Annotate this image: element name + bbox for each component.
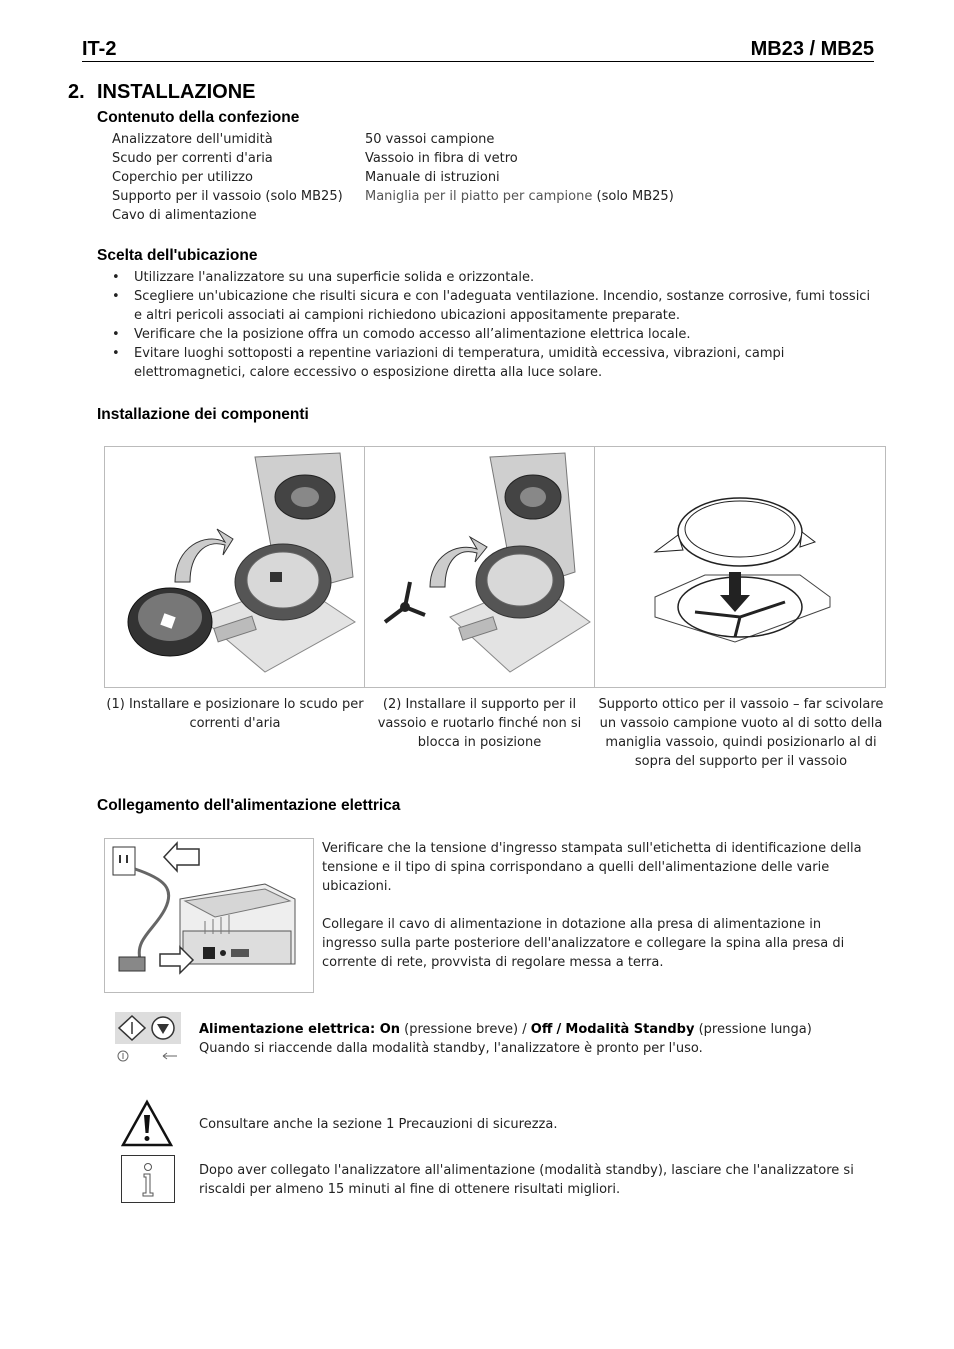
- warning-text: Consultare anche la sezione 1 Precauzioni di sicurezza.: [199, 1117, 558, 1132]
- power-key-icon: [115, 1012, 181, 1064]
- list-item-grey: Maniglia per il piatto per campione: [365, 189, 593, 204]
- power-key-description: [199, 1020, 879, 1058]
- caption-pan-support: (2) Installare il supporto per il vassoio e ruotarlo finché non si blocca in posizione: [377, 697, 582, 750]
- list-item: Coperchio per utilizzo: [112, 170, 253, 185]
- list-item: • Verificare che la posizione offra un comodo accesso all’alimentazione elettrica locale.: [106, 325, 882, 344]
- section-number: 2.: [68, 81, 85, 103]
- location-bullets: [106, 268, 882, 382]
- power-figure: [104, 838, 314, 993]
- components-title: Installazione dei componenti: [97, 406, 309, 423]
- location-title: Scelta dell'ubicazione: [97, 247, 258, 264]
- list-item: Analizzatore dell'umidità: [112, 132, 273, 147]
- warning-icon: [121, 1099, 173, 1147]
- components-figure-table: [104, 446, 886, 688]
- list-item: 50 vassoi campione: [365, 132, 495, 147]
- info-icon: [121, 1155, 175, 1203]
- figure-draft-shield: [105, 447, 365, 687]
- header-rule: [82, 61, 874, 62]
- label-slash: /: [556, 1022, 562, 1037]
- list-item: Manuale di istruzioni: [365, 170, 500, 185]
- list-item: Supporto per il vassoio (solo MB25): [112, 189, 343, 204]
- label-off: Off: [530, 1022, 553, 1037]
- label-power-on: Alimentazione elettrica: On: [199, 1022, 401, 1037]
- label-standby: Modalità Standby: [565, 1022, 695, 1037]
- power-key-line-1: [199, 1020, 879, 1039]
- caption-draft-shield: (1) Installare e posizionare lo scudo per correnti d'aria: [106, 697, 364, 731]
- list-item: • Evitare luoghi sottoposti a repentine variazioni di temperatura, umidità eccessiva, vibrazioni, campi elettromagnetici, calore eccessivo o esposizione diretta alla luce solare.: [106, 344, 882, 382]
- power-paragraph-2: Collegare il cavo di alimentazione in dotazione alla presa di alimentazione in ingresso sulla parte posteriore dell'analizzatore e collegare la spina alla presa di corrente di rete, provvista di regolare messa a terra.: [322, 917, 845, 970]
- short-press-text: (pressione breve) /: [404, 1022, 527, 1037]
- contents-left-list: [112, 130, 362, 225]
- power-connection-illustration: [105, 839, 313, 992]
- list-item: Scudo per correnti d'aria: [112, 151, 273, 166]
- contents-title: Contenuto della confezione: [97, 109, 300, 126]
- power-key-line-2: Quando si riaccende dalla modalità standby, l'analizzatore è pronto per l'uso.: [199, 1041, 703, 1056]
- list-item: Vassoio in fibra di vetro: [365, 151, 518, 166]
- figure-pan-support: [365, 447, 595, 687]
- power-title: Collegamento dell'alimentazione elettrica: [97, 797, 401, 814]
- info-text: Dopo aver collegato l'analizzatore all'alimentazione (modalità standby), lasciare che l'analizzatore si riscaldi per almeno 15 minuti al fine di ottenere risultati migliori.: [199, 1163, 854, 1197]
- list-item: Cavo di alimentazione: [112, 208, 257, 223]
- figure-sample-pan: [595, 447, 885, 687]
- section-title: INSTALLAZIONE: [97, 81, 256, 103]
- list-item: • Utilizzare l'analizzatore su una superficie solida e orizzontale.: [106, 268, 882, 287]
- analyzer-support-illustration: [365, 447, 594, 687]
- analyzer-shield-illustration: [105, 447, 364, 687]
- sample-pan-illustration: [595, 447, 885, 687]
- page-label: IT-2: [82, 38, 117, 60]
- list-item: [365, 187, 765, 206]
- power-paragraph-1: Verificare che la tensione d'ingresso stampata sull'etichetta di identificazione della tensione e il tipo di spina corrispondano a quelli dell'alimentazione delle varie ubicazioni.: [322, 841, 862, 894]
- list-item-note: (solo MB25): [596, 189, 674, 204]
- list-item: • Scegliere un'ubicazione che risulti sicura e con l'adeguata ventilazione. Incendio, sostanze corrosive, fumi tossici e altri pericoli associati ai campioni richiedono ubicazioni appositamente preparate.: [106, 287, 882, 325]
- caption-sample-pan: Supporto ottico per il vassoio – far scivolare un vassoio campione vuoto al di sotto della maniglia vassoio, quindi posizionarlo al di sopra del supporto per il vassoio: [598, 697, 884, 769]
- model-name: MB23 / MB25: [750, 38, 874, 60]
- contents-right-list: [365, 130, 765, 206]
- long-press-text: (pressione lunga): [698, 1022, 812, 1037]
